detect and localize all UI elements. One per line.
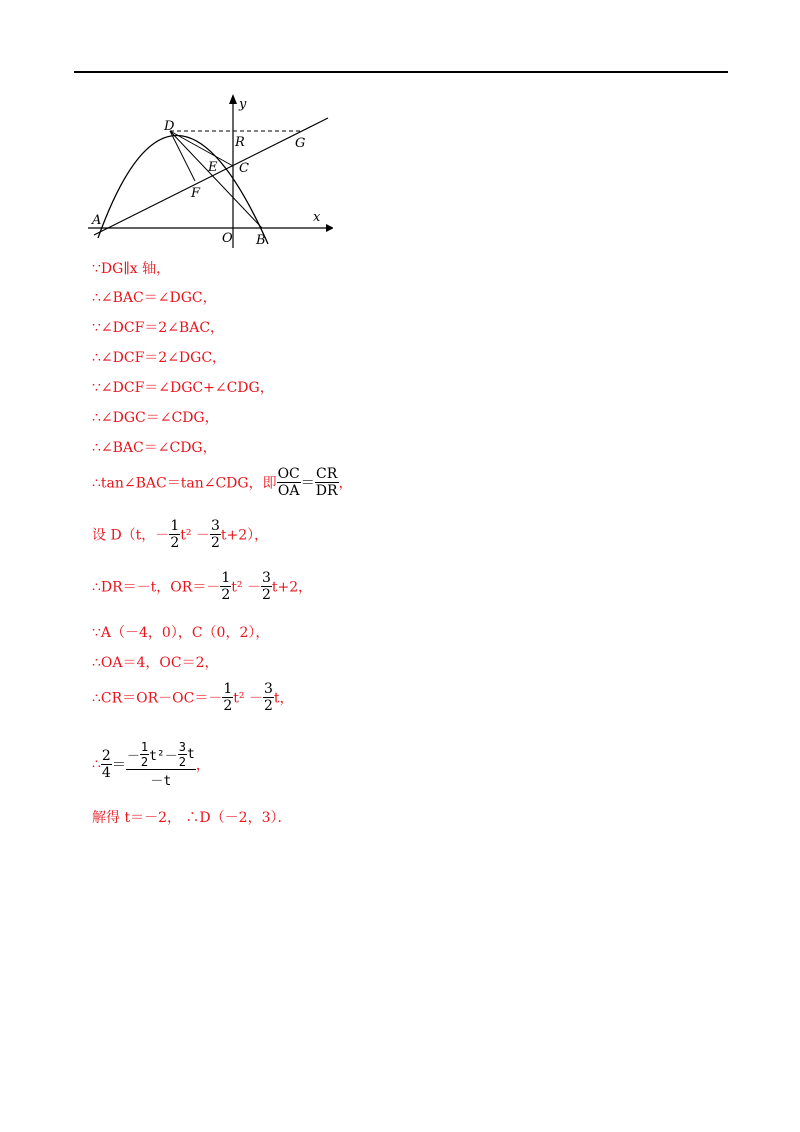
step-12: ∴OA＝4，OC＝2，	[92, 655, 219, 671]
parabola-diagram	[88, 90, 333, 250]
step-15: 解得 t＝－2， ∴D（－2，3）．	[92, 810, 292, 826]
x-axis-arrow	[326, 224, 333, 232]
fraction-oc-oa: $\frac{OC}{OA}$	[277, 466, 300, 499]
segment-db	[170, 131, 262, 228]
label-r: R	[235, 135, 245, 150]
segment-dc	[170, 131, 233, 166]
step-1: ∵DG∥x 轴，	[92, 261, 171, 277]
label-x: x	[313, 210, 321, 225]
fraction-cr-dr: $\frac{CR}{DR}$	[315, 466, 338, 499]
fraction-half-3: $\frac{1}{2}$	[223, 681, 233, 714]
fraction-two-fourths: $\frac{2}{4}$	[101, 748, 111, 781]
label-a: A	[92, 213, 102, 228]
label-b: B	[256, 233, 266, 248]
label-y: y	[239, 97, 247, 112]
fraction-cr-over-dr: － $\frac{1}{2}$ t²－ $\frac{3}{2}$ t －t	[126, 740, 195, 789]
step-6: ∴∠DGC＝∠CDG，	[92, 410, 219, 426]
header-rule	[74, 71, 728, 73]
label-e: E	[208, 160, 218, 175]
step-2: ∴∠BAC＝∠DGC，	[92, 290, 217, 306]
fraction-three-halves: $\frac{3}{2}$	[210, 518, 220, 551]
step-5: ∵∠DCF＝∠DGC+∠CDG，	[92, 380, 274, 396]
label-o: O	[222, 231, 233, 246]
step-14: ∴ $\frac{2}{4}$ ＝ － $\frac{1}{2}$ t²－ $\frac{3}{2}$ t －t ，	[92, 740, 210, 789]
step-13: ∴CR＝OR－OC＝－ $\frac{1}{2}$ t² － $\frac{3}{2}$ t，	[92, 681, 294, 714]
step-8-text: ∴tan∠BAC＝tan∠CDG，即	[92, 475, 277, 492]
step-10: ∴DR＝－t，OR＝－ $\frac{1}{2}$ t² － $\frac{3}{2}$ t+2，	[92, 570, 313, 603]
label-d: D	[164, 119, 175, 134]
geometry-figure	[88, 90, 333, 250]
step-8: ∴tan∠BAC＝tan∠CDG，即 $\frac{OC}{OA}$ ＝ $\frac{CR}{DR}$ ，	[92, 466, 353, 499]
step-3: ∵∠DCF＝2∠BAC，	[92, 320, 225, 336]
step-9: 设 D（t，－ $\frac{1}{2}$ t² － $\frac{3}{2}$ t+2），	[92, 518, 269, 551]
line-ac	[94, 118, 328, 235]
fraction-three-halves-2: $\frac{3}{2}$	[261, 570, 271, 603]
fraction-half-2: $\frac{1}{2}$	[221, 570, 231, 603]
step-11: ∵A（－4，0），C（0，2），	[92, 625, 270, 641]
step-4: ∴∠DCF＝2∠DGC，	[92, 350, 227, 366]
label-f: F	[191, 186, 201, 201]
fraction-half: $\frac{1}{2}$	[170, 518, 180, 551]
step-7: ∴∠BAC＝∠CDG，	[92, 440, 217, 456]
y-axis-arrow	[229, 94, 237, 104]
label-g: G	[295, 136, 306, 151]
label-c: C	[239, 161, 249, 176]
fraction-three-halves-3: $\frac{3}{2}$	[264, 681, 273, 714]
